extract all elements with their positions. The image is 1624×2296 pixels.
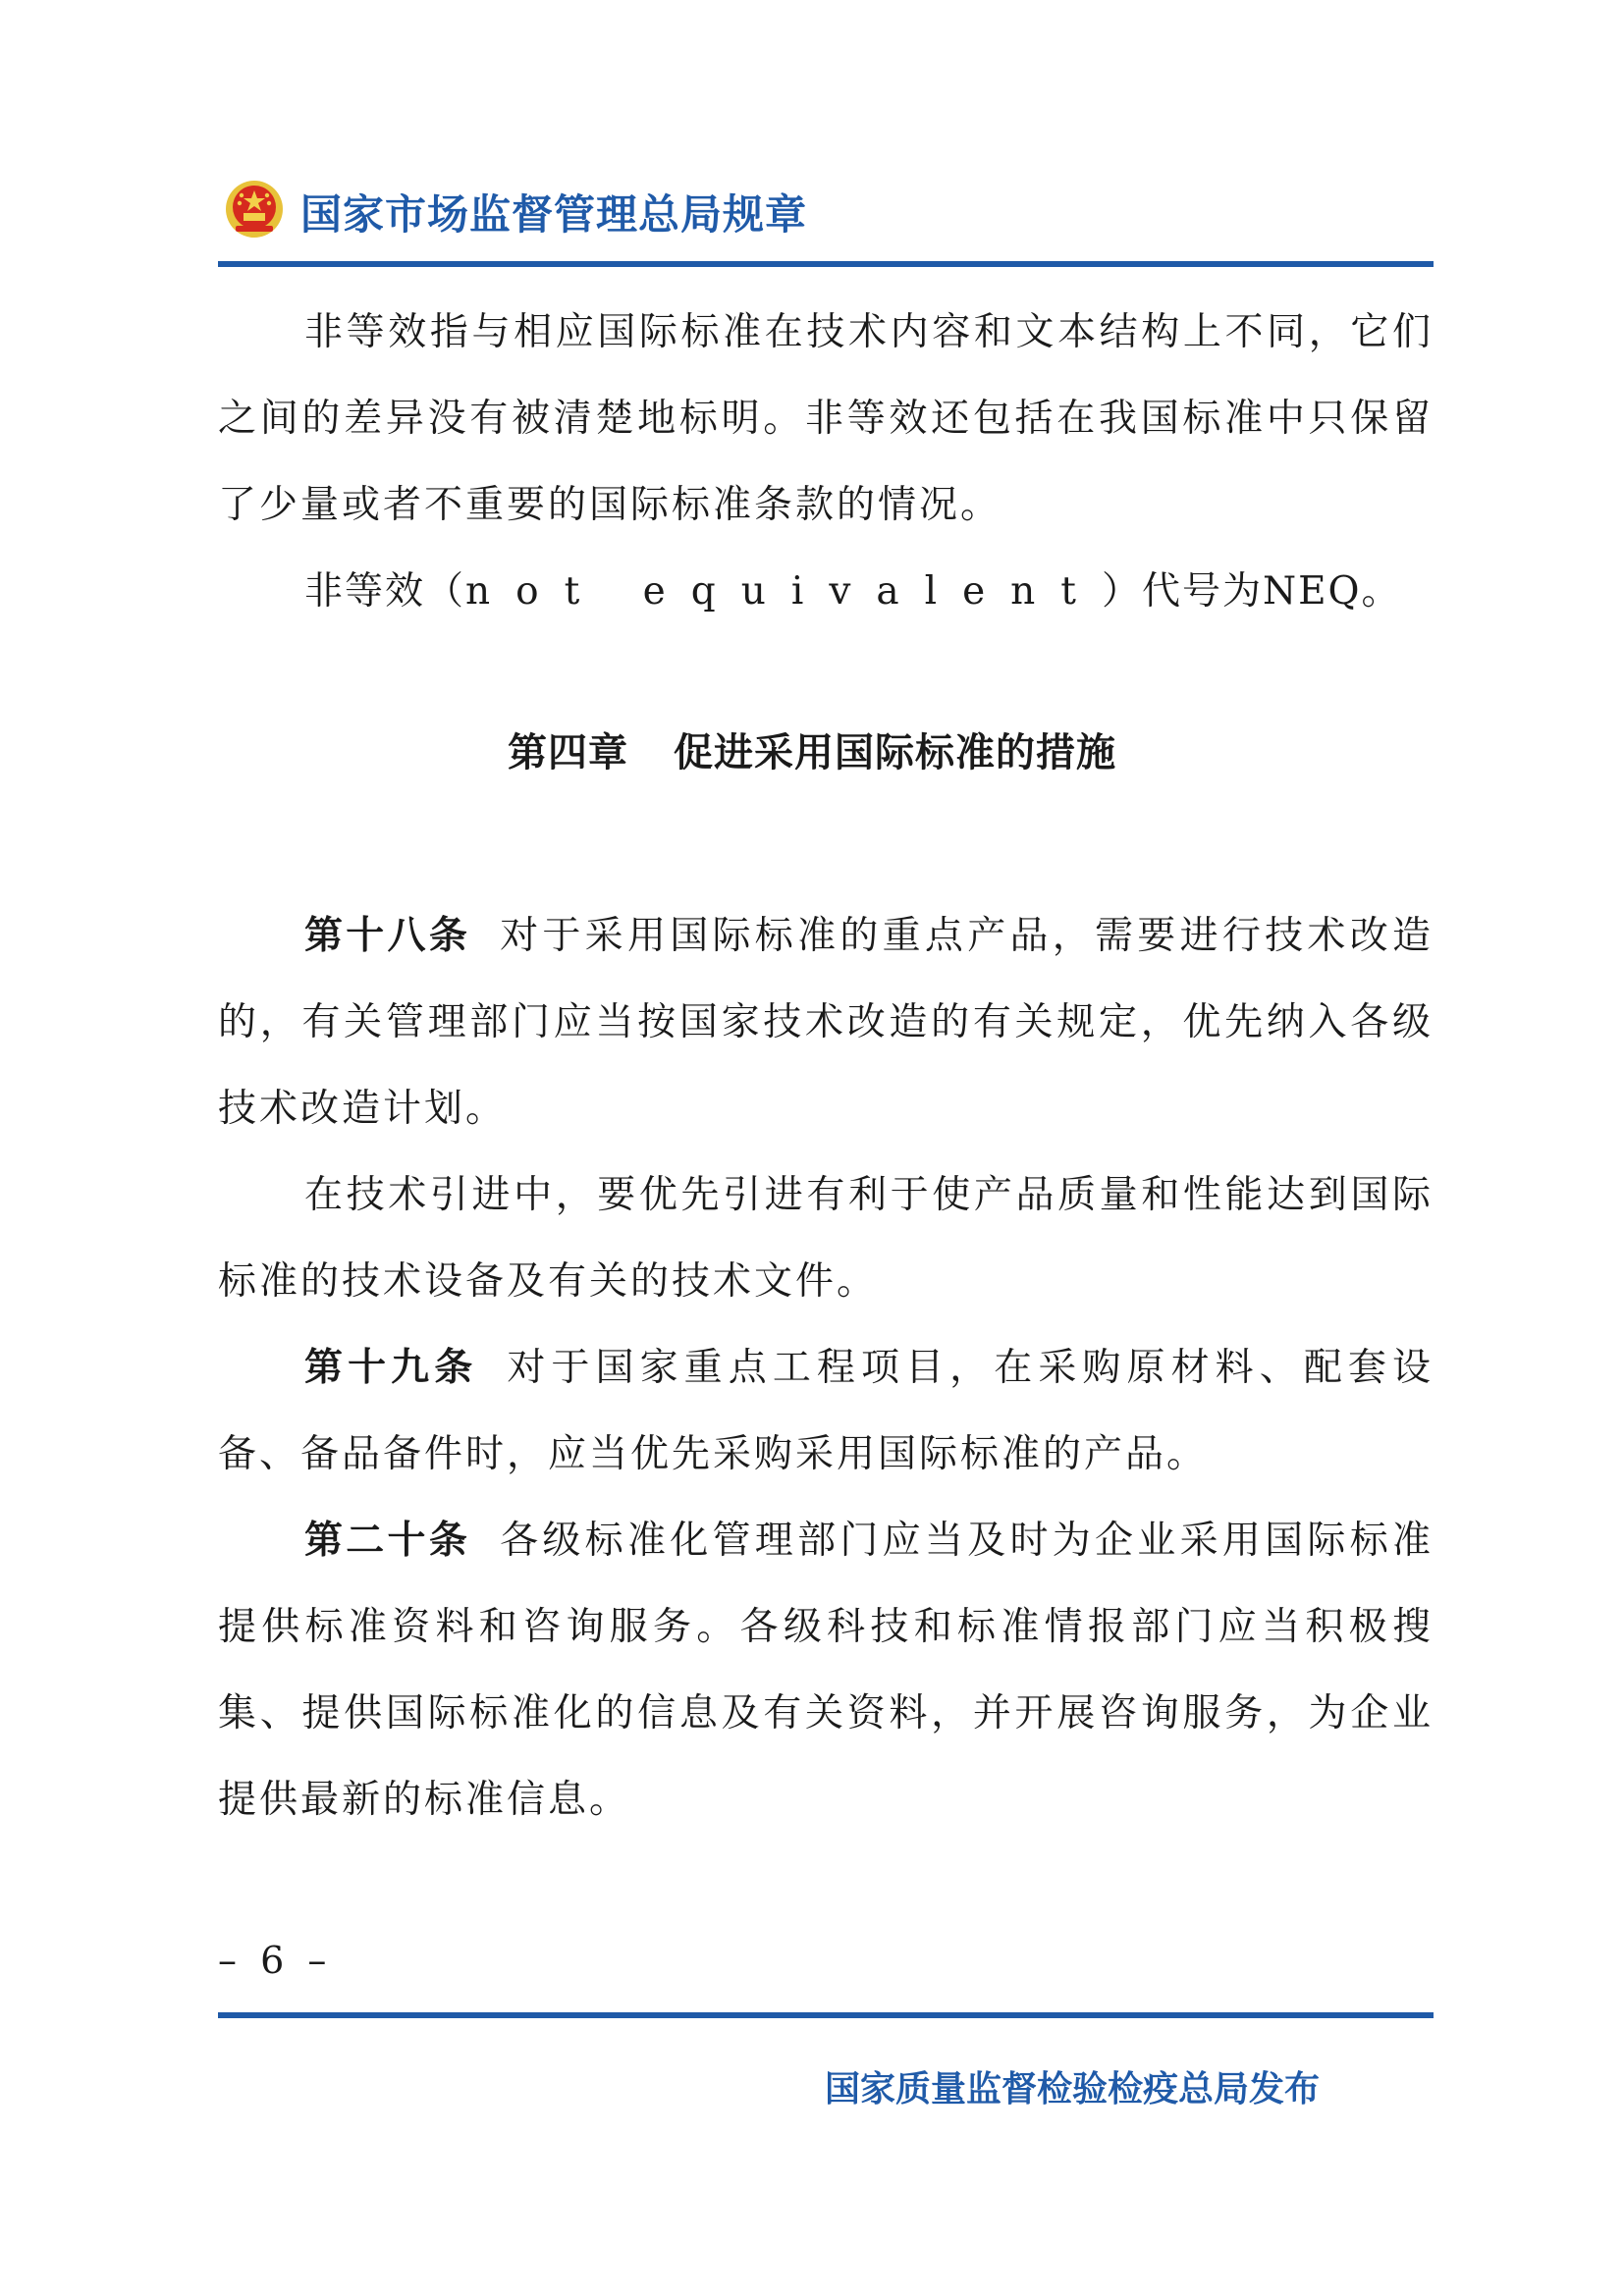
article-18 — [218, 893, 1434, 1152]
article-text: 对于采用国际标准的重点产品，需要进行技术改造的，有关管理部门应当按国家技术改造的有关规定，优先纳入各级技术改造计划。 — [218, 914, 1434, 1131]
section-top — [218, 290, 1434, 635]
header-title: 国家市场监督管理总局规章 — [300, 190, 808, 239]
neq-latin-term: not equivalent — [465, 569, 1102, 614]
neq-suffix: ）代号为NEQ。 — [1101, 569, 1402, 614]
articles — [218, 893, 1434, 1843]
article-19 — [218, 1325, 1434, 1498]
article-text: 对于国家重点工程项目，在采购原材料、配套设备、备品备件时，应当优先采购采用国际标准的产品。 — [218, 1346, 1434, 1476]
paragraph-neq-definition: 非等效指与相应国际标准在技术内容和文本结构上不同，它们之间的差异没有被清楚地标明。非等效还包括在我国标准中只保留了少量或者不重要的国际标准条款的情况。 — [218, 310, 1434, 527]
chapter-heading — [0, 721, 1624, 777]
neq-prefix: 非等效（ — [304, 569, 466, 614]
header-rule — [218, 261, 1434, 267]
article-label: 第十九条 — [304, 1346, 478, 1390]
chapter-number: 第四章 — [508, 730, 628, 775]
article-20 — [218, 1498, 1434, 1843]
footer-rule — [218, 2012, 1434, 2018]
article-label: 第二十条 — [304, 1519, 471, 1563]
chapter-title: 促进采用国际标准的措施 — [674, 730, 1116, 775]
paragraph-neq-code — [218, 549, 1434, 635]
article-label: 第十八条 — [304, 914, 471, 958]
page-header — [224, 175, 1432, 253]
article-text: 各级标准化管理部门应当及时为企业采用国际标准提供标准资料和咨询服务。各级科技和标准情报部门应当积极搜集、提供国际标准化的信息及有关资料，并开展咨询服务，为企业提供最新的标准信息。 — [218, 1519, 1434, 1822]
national-emblem-icon — [224, 179, 285, 240]
article-18-paragraph-2: 在技术引进中，要优先引进有利于使产品质量和性能达到国际标准的技术设备及有关的技术文件。 — [218, 1173, 1434, 1304]
footer-publisher: 国家质量监督检验检疫总局发布 — [825, 2069, 1321, 2109]
page-number: – 6 – — [218, 1939, 333, 1982]
